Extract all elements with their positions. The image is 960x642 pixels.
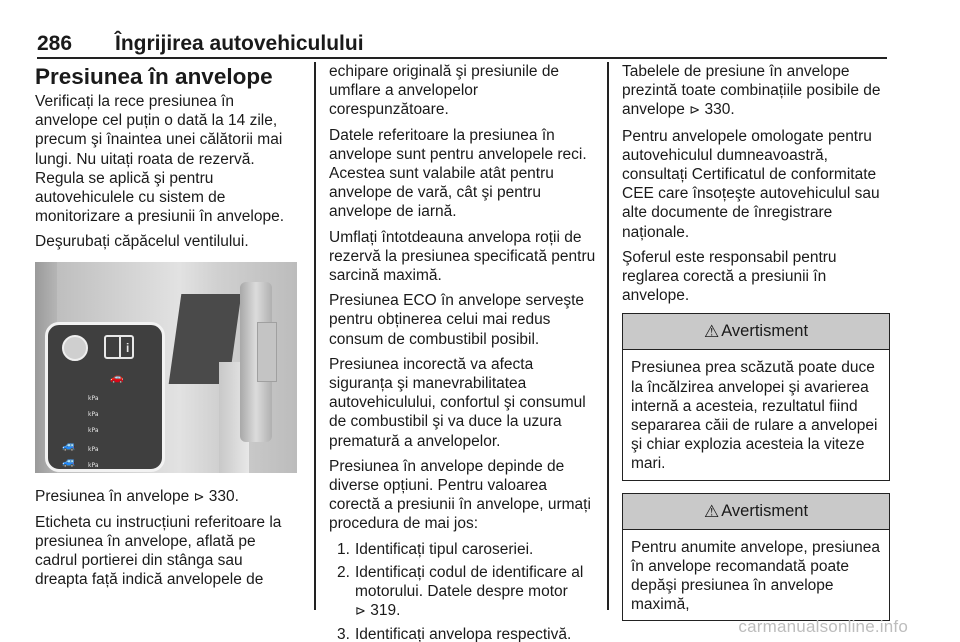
pressure-label-callout	[45, 322, 165, 472]
label-row	[58, 437, 158, 453]
chapter-title: Îngrijirea autovehiculului	[115, 32, 364, 55]
step-number: 1.	[337, 540, 350, 558]
kpa-label: kPa	[88, 410, 99, 418]
label-row	[58, 405, 158, 417]
manual-book-icon	[104, 335, 134, 359]
brand-logo-icon	[62, 335, 88, 361]
step-number: 2.	[337, 563, 350, 581]
incorrect-pressure-paragraph: Presiunea incorectă va afecta siguranța şi manevrabilitatea autovehiculului, confortul şi consumul de combustibil şi va duce la uzura prematură a anvelopelor.	[329, 355, 586, 450]
pressure-tables-text: Tabelele de presiune în anvelope prezintă toate combinațiile posibile de anvelope	[622, 63, 881, 119]
warning-title: Avertisment	[721, 501, 809, 520]
procedure-paragraph: Presiunea în anvelope depinde de diverse opțiuni. Pentru valoarea corectă a presiunii în anvelope, urmați procedura de mai jos:	[329, 457, 591, 533]
page-ref[interactable]: 319.	[370, 602, 401, 620]
page-header	[37, 26, 887, 56]
kpa-label: kPa	[88, 445, 99, 453]
list-item	[337, 625, 599, 642]
door-latch	[257, 322, 277, 382]
car-icon: 🚙	[62, 455, 76, 468]
kpa-label: kPa	[88, 426, 99, 434]
warning-body: Pentru anumite anvelope, presiunea în anvelope recomandată poate depăşi presiunea în anvelope maximă,	[631, 538, 881, 614]
valve-cap-paragraph: Deşurubați căpăcelul ventilului.	[35, 233, 249, 251]
intro-paragraph: Verificați la rece presiunea în anvelope cel puțin o dată la 14 zile, precum şi înaintea unei călătorii mai lungi. Nu uitați roata de rezervă. Regula se aplică şi pentru autovehiculele cu sistem de monitorizare a presiunii în anvelope.	[35, 93, 284, 226]
step-text: Identificați tipul caroseriei.	[355, 540, 534, 558]
step-text-content: Identificați codul de identificare al motorului. Datele despre motor	[355, 563, 584, 601]
column-2	[329, 62, 599, 642]
warning-box	[622, 313, 890, 480]
label-row	[58, 421, 158, 433]
warning-triangle-icon: ⚠	[703, 322, 720, 342]
page-number: 286	[37, 32, 73, 55]
kpa-label: kPa	[88, 394, 99, 402]
label-row	[58, 453, 158, 469]
label-paragraph: Eticheta cu instrucțiuni referitoare la presiunea în anvelope, aflată pe cadrul portierei din stânga sau dreapta față indică anvelopele de	[35, 513, 282, 589]
procedure-steps	[337, 540, 599, 642]
column-divider	[314, 62, 316, 610]
list-item	[337, 540, 599, 559]
warning-header	[623, 494, 889, 530]
warning-box	[622, 493, 890, 622]
column-divider	[607, 62, 609, 610]
spare-wheel-paragraph: Umflați întotdeauna anvelopa roții de rezervă la presiunea specificată pentru sarcină maximă.	[329, 228, 596, 285]
eco-pressure-paragraph: Presiunea ECO în anvelope serveşte pentru obținerea celui mai redus consum de combustibil posibil.	[329, 292, 585, 348]
cold-tyres-paragraph: Datele referitoare la presiunea în anvelope sunt pentru anvelopele reci. Acestea sunt valabile atât pentru anvelope de vară, cât şi pentru anvelope de iarnă.	[329, 126, 587, 221]
list-item	[337, 563, 599, 622]
caption-text: Presiunea în anvelope	[35, 487, 190, 505]
warning-title: Avertisment	[721, 322, 809, 341]
column-1	[35, 62, 297, 596]
column-3	[622, 62, 890, 629]
original-equipment-paragraph: echipare originală şi presiunile de umflare a anvelopelor corespunzătoare.	[329, 63, 560, 119]
tyre-pressure-label-photo	[35, 262, 297, 473]
page-ref[interactable]: 330.	[704, 101, 735, 119]
warning-header	[623, 314, 889, 350]
page-ref-arrow-icon[interactable]: ⊳	[689, 103, 701, 119]
car-icon: 🚗	[110, 371, 124, 384]
section-title: Presiunea în anvelope	[35, 64, 273, 89]
car-icon: 🚙	[62, 439, 76, 452]
driver-responsibility-paragraph: Şoferul este responsabil pentru reglarea corectă a presiunii în anvelope.	[622, 248, 837, 305]
page-ref-arrow-icon[interactable]: ⊳	[193, 489, 205, 505]
label-row	[58, 389, 158, 401]
label-row	[58, 369, 158, 384]
header-rule	[37, 57, 887, 59]
info-icon: i	[126, 340, 130, 355]
step-number: 3.	[337, 626, 350, 642]
pressure-tables-paragraph	[622, 62, 890, 121]
page-ref-arrow-icon[interactable]: ⊳	[355, 604, 366, 620]
kpa-label: kPa	[88, 461, 99, 469]
warning-triangle-icon: ⚠	[703, 501, 720, 521]
step-text: Identificați anvelopa respectivă.	[355, 626, 572, 642]
figure-caption	[35, 487, 297, 507]
step-text	[355, 563, 599, 622]
warning-body: Presiunea prea scăzută poate duce la încălzirea anvelopei şi avarierea internă a acesteia, rezultatul fiind separarea căii de rulare a anvelopei şi chiar explozia acesteia la viteze mari.	[631, 359, 878, 473]
page-ref[interactable]: 330.	[208, 487, 239, 505]
watermark: carmanualsonline.info	[738, 617, 908, 636]
approved-tyres-paragraph: Pentru anvelopele omologate pentru autovehiculul dumneavoastră, consultați Certificatul de conformitate CEE care însoțeşte autovehiculul sau alte documente de înregistrare naționale.	[622, 127, 880, 241]
